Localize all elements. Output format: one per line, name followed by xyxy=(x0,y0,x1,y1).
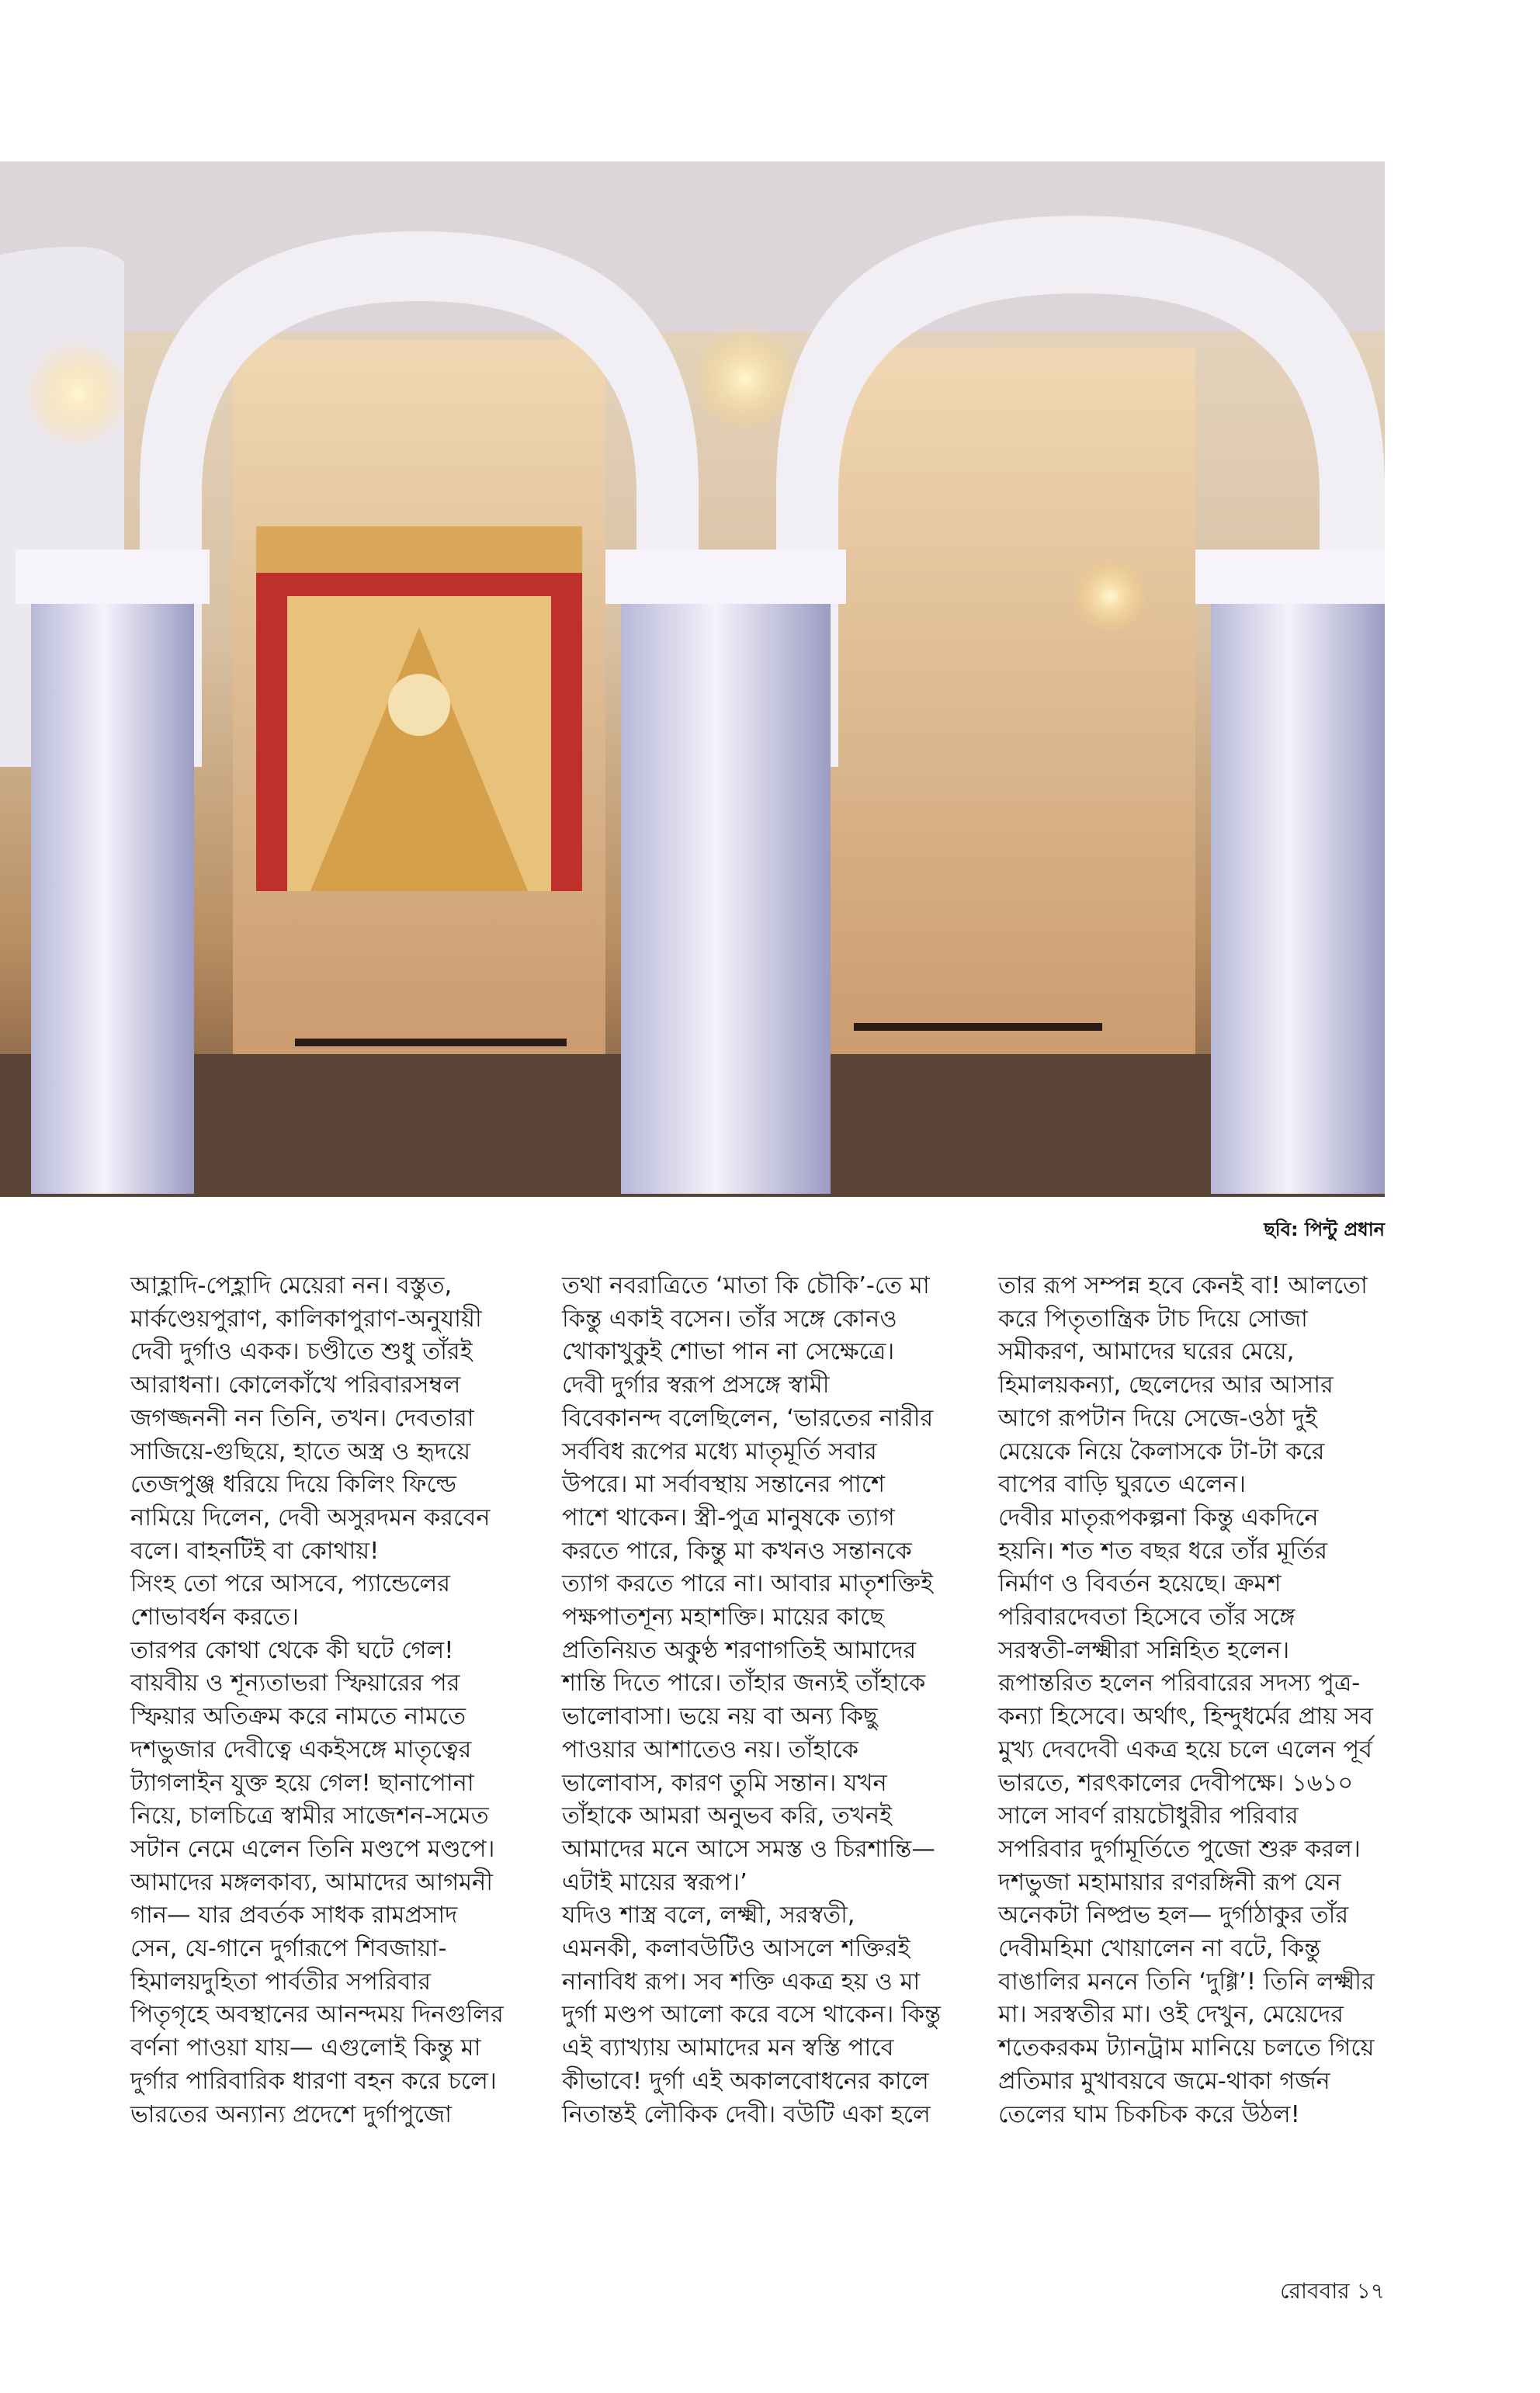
photo-illustration xyxy=(0,161,1385,1197)
article-column-2: তথা নবরাত্রিতে ‘মাতা কি চৌকি’-তে মা কিন্তু একাই বসেন। তাঁর সঙ্গে কোনও খোকাখুকুই শোভা পান না সেক্ষেত্রে। দেবী দুর্গার স্বরূপ প্রসঙ্গে স্বামী বিবেকানন্দ বলেছিলেন, ‘ভারতের নারীর সর্ববিধ রূপের মধ্যে মাতৃমূর্তি সবার উপরে। মা সর্বাবস্থায় সন্তানের পাশে পাশে থাকেন। স্ত্রী-পুত্র মানুষকে ত্যাগ করতে পারে, কিন্তু মা কখনও সন্তানকে ত্যাগ করতে পারে না। আবার মাতৃশক্তিই পক্ষপাতশূন্য মহাশক্তি। মায়ের কাছে প্রতিনিয়ত অকুণ্ঠ শরণাগতিই আমাদের শান্তি দিতে পারে। তাঁহার জন্যই তাঁহাকে ভালোবাসা। ভয়ে নয় বা অন্য কিছু পাওয়ার আশাতেও নয়। তাঁহাকে ভালোবাস, কারণ তুমি সন্তান। যখন তাঁহাকে আমরা অনুভব করি, তখনই আমাদের মনে আসে সমস্ত ও চিরশান্তি— এটাই মায়ের স্বরূপ।’ যদিও শাস্ত্র বলে, লক্ষ্মী, সরস্বতী, এমনকী, কলাবউটিও আসলে শক্তিরই নানাবিধ রূপ। সব শক্তি একত্র হয় ও মা দুর্গা মণ্ডপ আলো করে বসে থাকেন। কিন্তু এই ব্যাখ্যায় আমাদের মন স্বস্তি পাবে কীভাবে! দুর্গা এই অকালবোধনের কালে নিতান্তই লৌকিক দেবী। বউটি একা হলে xyxy=(562,1272,942,2128)
durga-idol-photo xyxy=(0,161,1385,1197)
article-column-1: আহ্লাদি-পেহ্লাদি মেয়েরা নন। বস্তুত, মার্কণ্ডেয়পুরাণ, কালিকাপুরাণ-অনুযায়ী দেবী দুর্গাও একক। চণ্ডীতে শুধু তাঁরই আরাধনা। কোলেকাঁখে পরিবারসম্বল জগজ্জননী নন তিনি, তখন। দেবতারা সাজিয়ে-গুছিয়ে, হাতে অস্ত্র ও হৃদয়ে তেজপুঞ্জ ধরিয়ে দিয়ে কিলিং ফিল্ডে নামিয়ে দিলেন, দেবী অসুরদমন করবেন বলে। বাহনটিই বা কোথায়! সিংহ তো পরে আসবে, প্যান্ডেলের শোভাবর্ধন করতে। তারপর কোথা থেকে কী ঘটে গেল! বায়বীয় ও শূন্যতাভরা স্ফিয়ারের পর স্ফিয়ার অতিক্রম করে নামতে নামতে দশভুজার দেবীত্বে একইসঙ্গে মাতৃত্বের ট্যাগলাইন যুক্ত হয়ে গেল! ছানাপোনা নিয়ে, চালচিত্রে স্বামীর সাজেশন-সমেত সটান নেমে এলেন তিনি মণ্ডপে মণ্ডপে। আমাদের মঙ্গলকাব্য, আমাদের আগমনী গান— যার প্রবর্তক সাধক রামপ্রসাদ সেন, যে-গানে দুর্গারূপে শিবজায়া- হিমালয়দুহিতা পার্বতীর সপরিবার পিতৃগৃহে অবস্থানের আনন্দময় দিনগুলির বর্ণনা পাওয়া যায়— এগুলোই কিন্তু মা দুর্গার পারিবারিক ধারণা বহন করে চলে। ভারতের অন্যান্য প্রদেশে দুর্গাপুজো xyxy=(130,1272,504,2128)
article-column-3: তার রূপ সম্পন্ন হবে কেনই বা! আলতো করে পিতৃতান্ত্রিক টাচ দিয়ে সোজা সমীকরণ, আমাদের ঘরের মেয়ে, হিমালয়কন্যা, ছেলেদের আর আসার আগে রূপটান দিয়ে সেজে-ওঠা দুই মেয়েকে নিয়ে কৈলাসকে টা-টা করে বাপের বাড়ি ঘুরতে এলেন। দেবীর মাতৃরূপকল্পনা কিন্তু একদিনে হয়নি। শত শত বছর ধরে তাঁর মূর্তির নির্মাণ ও বিবর্তন হয়েছে। ক্রমশ পরিবারদেবতা হিসেবে তাঁর সঙ্গে সরস্বতী-লক্ষ্মীরা সন্নিহিত হলেন। রূপান্তরিত হলেন পরিবারের সদস্য পুত্র- কন্যা হিসেবে। অর্থাৎ, হিন্দুধর্মের প্রায় সব মুখ্য দেবদেবী একত্র হয়ে চলে এলেন পূর্ব ভারতে, শরৎকালের দেবীপক্ষে। ১৬১০ সালে সাবর্ণ রায়চৌধুরীর পরিবার সপরিবার দুর্গামূর্তিতে পুজো শুরু করল। দশভুজা মহামায়ার রণরঙ্গিনী রূপ যেন অনেকটা নিষ্প্রভ হল— দুর্গাঠাকুর তাঁর দেবীমহিমা খোয়ালেন না বটে, কিন্তু বাঙালির মননে তিনি ‘দুগ্গি’! তিনি লক্ষ্মীর মা। সরস্বতীর মা। ওই দেখুন, মেয়েদের শতেকরকম ট্যানট্রাম মানিয়ে চলতে গিয়ে প্রতিমার মুখাবয়বে জমে-থাকা গর্জন তেলের ঘাম চিকচিক করে উঠল! xyxy=(998,1272,1375,2128)
photo-caption: ছবি: পিন্টু প্রধান xyxy=(1264,1219,1385,1240)
page-footer: রোববার ১৭ xyxy=(1280,2278,1385,2304)
